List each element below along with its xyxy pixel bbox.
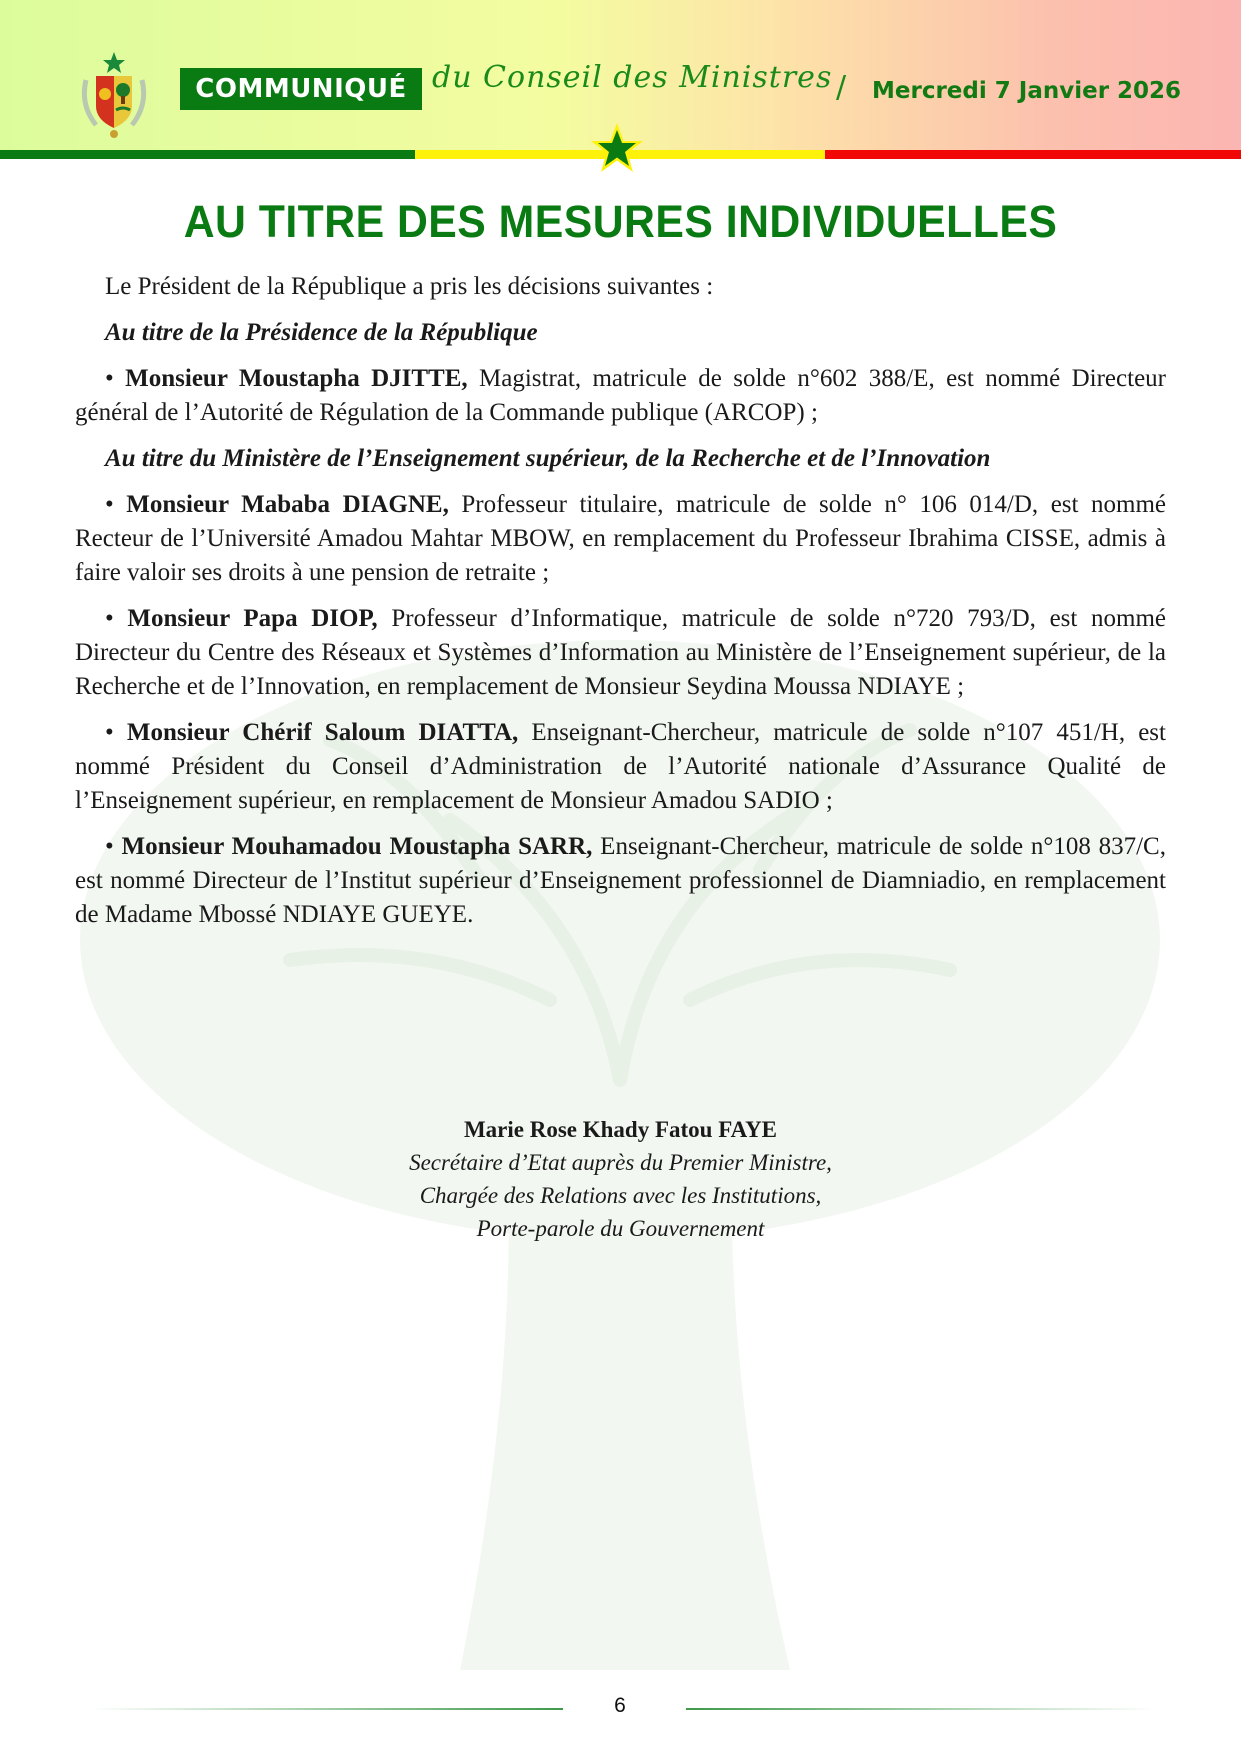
decision-item: • Monsieur Mouhamadou Moustapha SARR, Enseignant-Chercheur, matricule de solde n°108 837/C, est nommé Directeur de l’Institut supérieur d’Enseignement professionnel de Diamniadio, en remplacement de Madame Mbossé NDIAYE GUEYE.	[75, 833, 1166, 928]
decision-item: • Monsieur Mababa DIAGNE, Professeur titulaire, matricule de solde n° 106 014/D, est nommé Recteur de l’Université Amadou Mahtar MBOW, en remplacement du Professeur Ibrahima CISSE, admis à faire valoir ses droits à une pension de retraite ;	[75, 491, 1166, 586]
decision-item: • Monsieur Papa DIOP, Professeur d’Informatique, matricule de solde n°720 793/D, est nommé Directeur du Centre des Réseaux et Systèmes d’Information au Ministère de l’Enseignement supérieur, de la Recherche et de l’Innovation, en remplacement de Monsieur Seydina Moussa NDIAYE ;	[75, 605, 1166, 700]
section-heading-presidence: Au titre de la Présidence de la République	[105, 319, 538, 346]
footer-rule-left	[90, 1708, 563, 1710]
signatory-role-line: Porte-parole du Gouvernement	[476, 1216, 765, 1241]
appointee-name: Monsieur Papa DIOP,	[127, 605, 378, 632]
decision-text: Professeur titulaire, matricule de solde n° 106 014/D, est nommé Recteur de l’Université Amadou Mahtar MBOW, en remplacement du Professeur Ibrahima CISSE, admis à faire valoir ses droits à une pension de retraite ;	[75, 491, 1166, 586]
appointee-name: Monsieur Mouhamadou Moustapha SARR,	[121, 833, 593, 860]
star-icon	[590, 122, 644, 176]
coat-of-arms-icon	[76, 50, 152, 140]
appointee-name: Monsieur Moustapha DJITTE,	[125, 365, 468, 392]
header-date: Mercredi 7 Janvier 2026	[872, 78, 1182, 104]
decision-text: Professeur d’Informatique, matricule de solde n°720 793/D, est nommé Directeur du Centre des Réseaux et Systèmes d’Information au Ministère de l’Enseignement supérieur, de la Recherche et de l’Innovation, en remplacement de Monsieur Seydina Moussa NDIAYE ;	[75, 605, 1166, 700]
decision-item: • Monsieur Chérif Saloum DIATTA, Enseignant-Chercheur, matricule de solde n°107 451/H, est nommé Président du Conseil d’Administration de l’Autorité nationale d’Assurance Qualité de l’Enseignement supérieur, en remplacement de Monsieur Amadou SADIO ;	[75, 719, 1166, 814]
signature-block	[0, 1113, 1241, 1245]
decision-text: Magistrat, matricule de solde n°602 388/E, est nommé Directeur général de l’Autorité de Régulation de la Commande publique (ARCOP) ;	[75, 365, 1166, 426]
flag-stripe-green	[0, 150, 415, 159]
decisions-body	[75, 270, 1166, 944]
decision-text: Enseignant-Chercheur, matricule de solde n°108 837/C, est nommé Directeur de l’Institut supérieur d’Enseignement professionnel de Diamniadio, en remplacement de Madame Mbossé NDIAYE GUEYE.	[75, 833, 1166, 928]
page-title: AU TITRE DES MESURES INDIVIDUELLES	[183, 196, 1058, 247]
header-separator: /	[836, 70, 847, 105]
footer-rule-right	[686, 1708, 1156, 1710]
signatory-name: Marie Rose Khady Fatou FAYE	[463, 1117, 778, 1142]
signatory-role-line: Chargée des Relations avec les Institutions,	[419, 1183, 822, 1208]
appointee-name: Monsieur Mababa DIAGNE,	[126, 491, 449, 518]
decision-text: Enseignant-Chercheur, matricule de solde n°107 451/H, est nommé Président du Conseil d’Administration de l’Autorité nationale d’Assurance Qualité de l’Enseignement supérieur, en remplacement de Monsieur Amadou SADIO ;	[75, 719, 1166, 814]
communique-badge: COMMUNIQUÉ	[180, 68, 422, 110]
signatory-role-line: Secrétaire d’Etat auprès du Premier Ministre,	[409, 1150, 832, 1175]
decision-item: • Monsieur Moustapha DJITTE, Magistrat, matricule de solde n°602 388/E, est nommé Directeur général de l’Autorité de Régulation de la Commande publique (ARCOP) ;	[75, 365, 1166, 426]
appointee-name: Monsieur Chérif Saloum DIATTA,	[126, 719, 519, 746]
flag-stripe-red	[825, 150, 1241, 159]
page-number: 6	[614, 1694, 626, 1717]
section-heading-enseignement-superieur: Au titre du Ministère de l’Enseignement supérieur, de la Recherche et de l’Innovation	[105, 445, 991, 472]
header-subtitle: du Conseil des Ministres	[432, 60, 833, 95]
intro-text: Le Président de la République a pris les décisions suivantes :	[105, 273, 714, 300]
